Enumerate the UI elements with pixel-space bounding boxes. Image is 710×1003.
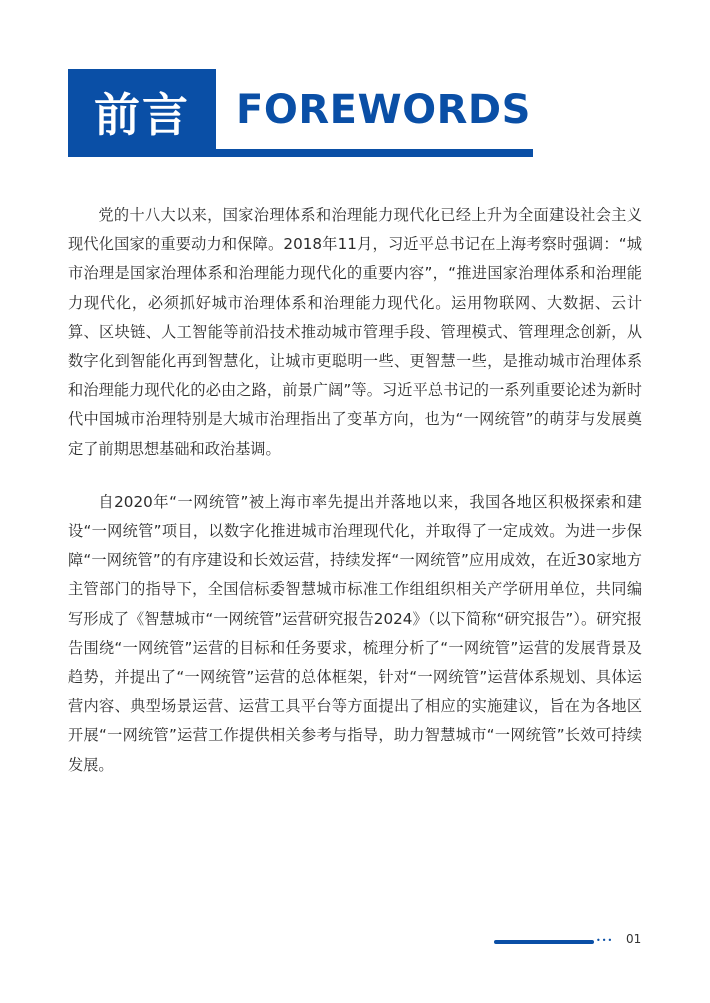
footer-line: [494, 940, 594, 944]
paragraph-2: 自2020年“一网统管”被上海市率先提出并落地以来，我国各地区积极探索和建设“一网统管”项目，以数字化推进城市治理现代化，并取得了一定成效。为进一步保障“一网统管”的有序建设和长效运营，持续发挥“一网统管”应用成效，在近30家地方主管部门的指导下，全国信标委智慧城市标准工作组组织相关产学研用单位，共同编写形成了《智慧城市“一网统管”运营研究报告2024》（以下简称“研究报告”）。研究报告围绕“一网统管”运营的目标和任务要求，梳理分析了“一网统管”运营的发展背景及趋势，并提出了“一网统管”运营的总体框架，针对“一网统管”运营体系规划、具体运营内容、典型场景运营、运营工具平台等方面提出了相应的实施建议，旨在为各地区开展“一网统管”运营工作提供相关参考与指导，助力智慧城市“一网统管”长效可持续发展。: [68, 492, 642, 774]
footer-dots-icon: •••: [596, 936, 614, 945]
foreword-body: [68, 201, 642, 780]
paragraph-1: 党的十八大以来，国家治理体系和治理能力现代化已经上升为全面建设社会主义现代化国家的重要动力和保障。2018年11月，习近平总书记在上海考察时强调：“城市治理是国家治理体系和治理能力现代化的重要内容”，“推进国家治理体系和治理能力现代化，必须抓好城市治理体系和治理能力现代化。运用物联网、大数据、云计算、区块链、人工智能等前沿技术推动城市管理手段、管理模式、管理理念创新，从数字化到智能化再到智慧化，让城市更聪明一些、更智慧一些，是推动城市治理体系和治理能力现代化的必由之路，前景广阔”等。习近平总书记的一系列重要论述为新时代中国城市治理特别是大城市治理指出了变革方向，也为“一网统管”的萌芽与发展奠定了前期思想基础和政治基调。: [68, 206, 642, 458]
section-header: [68, 69, 533, 157]
title-english: FOREWORDS: [236, 87, 531, 133]
title-chinese: 前言: [68, 69, 216, 155]
header-underline-bar: [68, 149, 533, 157]
page-number: 01: [626, 932, 642, 946]
